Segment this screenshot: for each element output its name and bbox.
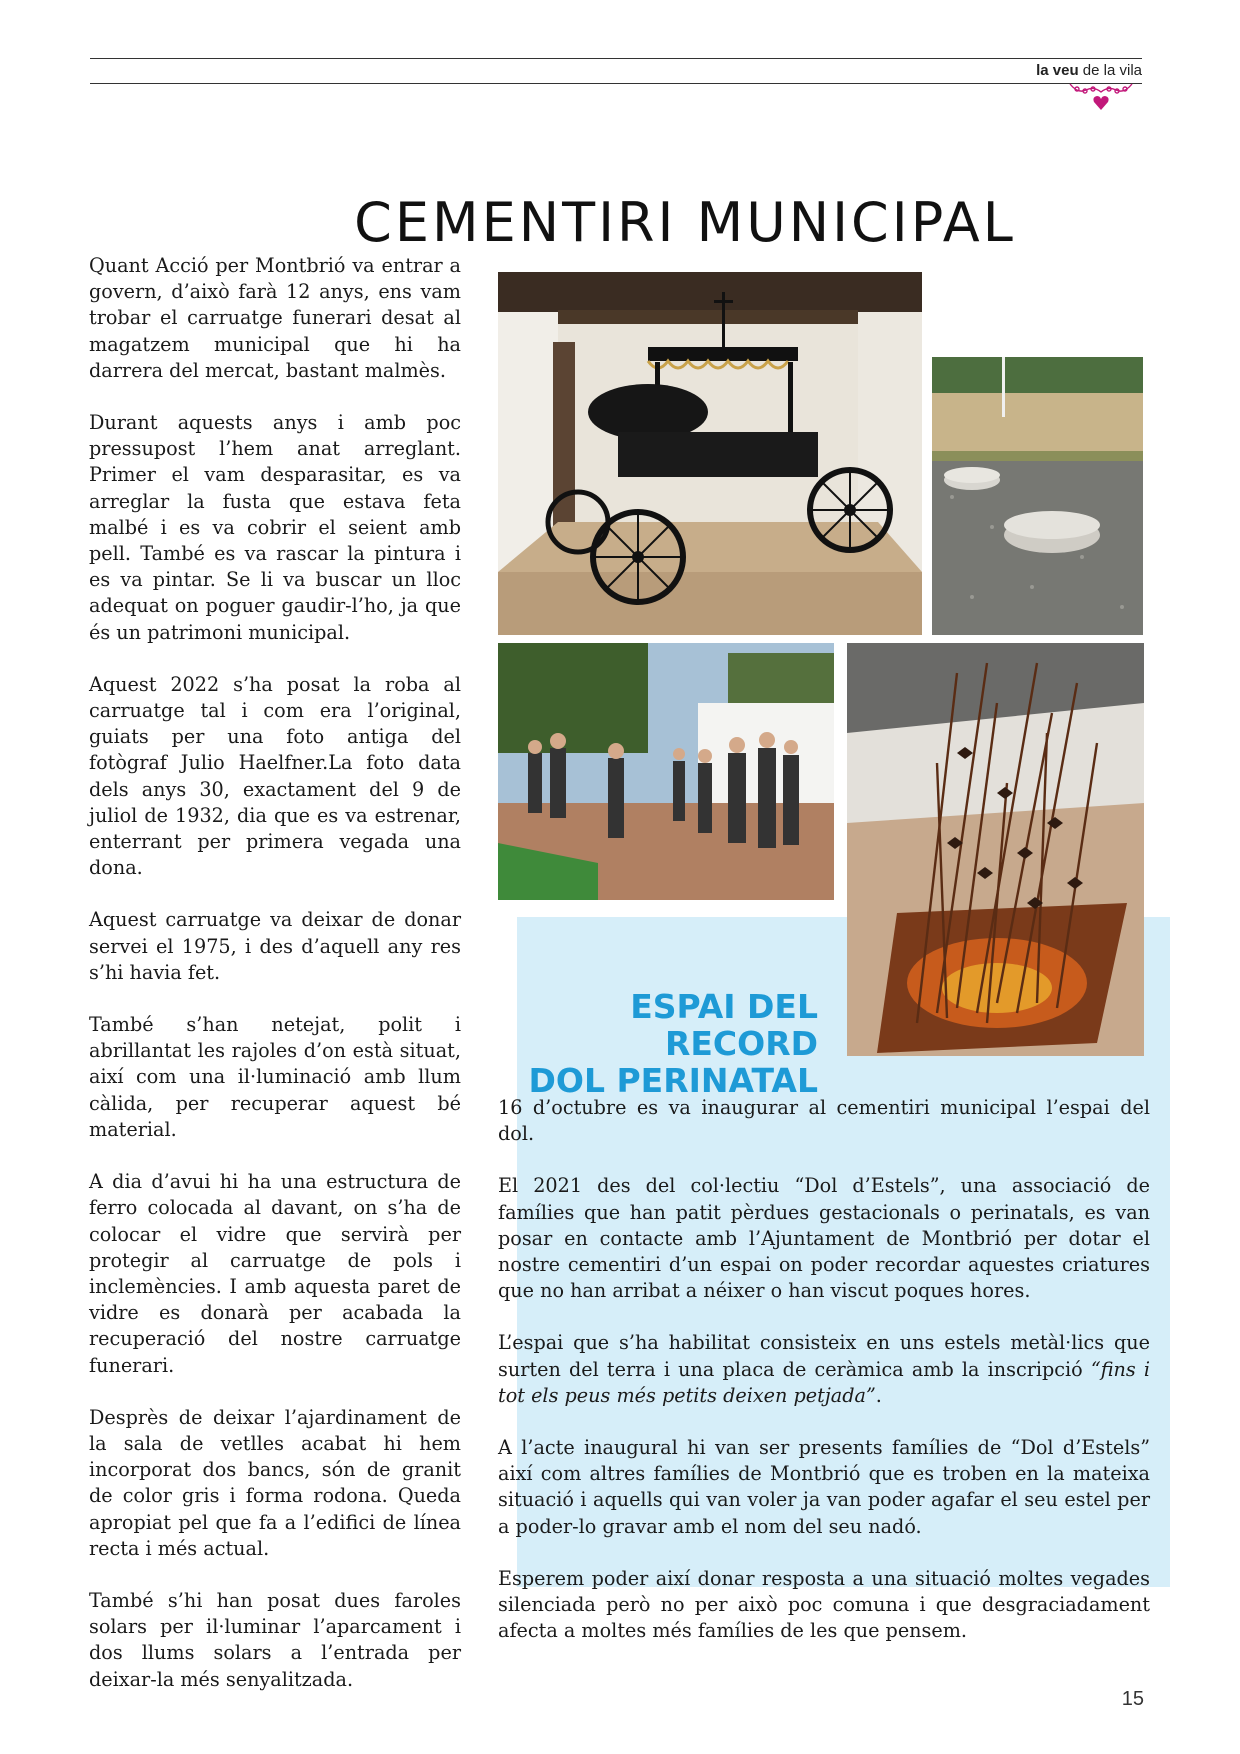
section-paragraph: A l’acte inaugural hi van ser presents famílies de “Dol d’Estels” així com altres famílies de Montbrió que es troben en la mateixa situació i aquells qui van voler ja van poder agafar el seu estel per a poder-lo gravar amb el nom del seu nadó. <box>498 1436 1150 1538</box>
left-paragraph: Durant aquests anys i amb poc pressupost l’hem anat arreglant. Primer el vam desparasitar, es va arreglar la fusta que estava feta malbé i es va cobrir el seient amb pell. També es va rascar la pintura i es va pintar. Se li va buscar un lloc adequat on poguer gaudir-l’ho, ja que és un patrimoni municipal. <box>89 411 461 644</box>
section-paragraph: 16 d’octubre es va inaugurar al cementiri municipal l’espai del dol. <box>498 1096 1150 1146</box>
masthead-bold: la veu <box>1036 62 1079 79</box>
chain-of-hearts-icon <box>1068 80 1134 114</box>
inscription-end: . <box>875 1383 882 1407</box>
left-column <box>89 253 461 1719</box>
masthead-rest: de la vila <box>1078 62 1142 79</box>
left-paragraph: També s’han netejat, polit i abrillantat les rajoles d’on està situat, així com una il·luminació amb llum càlida, per recuperar aquest bé material. <box>89 1013 461 1141</box>
section-title-line2: DOL PERINATAL <box>528 1061 818 1100</box>
photo-inauguration-crowd <box>498 643 834 900</box>
section-paragraph: Esperem poder així donar resposta a una situació moltes vegades silenciada però no per això poc comuna i que desgraciadament afecta a moltes més famílies de les que pensem. <box>498 1566 1150 1643</box>
photo-granite-benches <box>932 357 1143 635</box>
section-title <box>498 988 818 1099</box>
masthead <box>1036 62 1142 79</box>
section-body <box>498 1095 1150 1670</box>
left-paragraph: Aquest 2022 s’ha posat la roba al carruatge tal i com era l’original, guiats per una foto antiga del fotògraf Julio Haelfner.La foto data dels anys 30, exactament del 9 de juliol de 1932, dia que es va estrenar, enterrant per primera vegada una dona. <box>89 672 461 880</box>
inscription-quote: “fins i tot els peus més petits deixen petjada” <box>498 1357 1150 1407</box>
section-title-line1: ESPAI DEL RECORD <box>630 987 818 1063</box>
photo-funeral-carriage <box>498 272 922 635</box>
left-paragraph: També s’hi han posat dues faroles solars per il·luminar l’aparcament i dos llums solars a l’entrada per deixar-la més senyalitzada. <box>89 1588 461 1691</box>
left-paragraph: A dia d’avui hi ha una estructura de ferro colocada al davant, on s’ha de colocar el vidre que servirà per protegir al carruatge de pols i inclemències. I amb aquesta paret de vidre es donarà per acabada la recuperació del nostre carruatge funerari. <box>89 1170 461 1377</box>
header-rule-bottom <box>90 83 1142 84</box>
photo-metal-stars-memorial <box>847 643 1144 1056</box>
left-paragraph: Quant Acció per Montbrió va entrar a govern, d’això farà 12 anys, ens vam trobar el carruatge funerari desat al magatzem municipal que hi ha darrera del mercat, bastant malmès. <box>89 254 461 382</box>
header-rule-top <box>90 58 1142 59</box>
section-paragraph-inscription <box>498 1330 1150 1409</box>
page-title: CEMENTIRI MUNICIPAL <box>354 191 1016 255</box>
inscription-intro: L’espai que s’ha habilitat consisteix en uns estels metàl·lics que surten del terra i una placa de ceràmica amb la inscripció <box>498 1331 1150 1381</box>
page-number: 15 <box>1121 1688 1144 1710</box>
left-paragraph: Desprès de deixar l’ajardinament de la sala de vetlles acabat hi hem incorporat dos bancs, són de granit de color gris i forma rodona. Queda apropiat pel que fa a l’edifici de línea recta i més actual. <box>89 1405 461 1560</box>
left-paragraph: Aquest carruatge va deixar de donar servei el 1975, i des d’aquell any res s’hi havia fet. <box>89 908 461 984</box>
section-paragraph: El 2021 des del col·lectiu “Dol d’Estels”, una associació de famílies que han patit pèrdues gestacionals o perinatals, es van posar en contacte amb l’Ajuntament de Montbrió per dotar el nostre cementiri d’un espai on poder recordar aquestes criatures que no han arribat a néixer o han viscut poques hores. <box>498 1174 1150 1303</box>
